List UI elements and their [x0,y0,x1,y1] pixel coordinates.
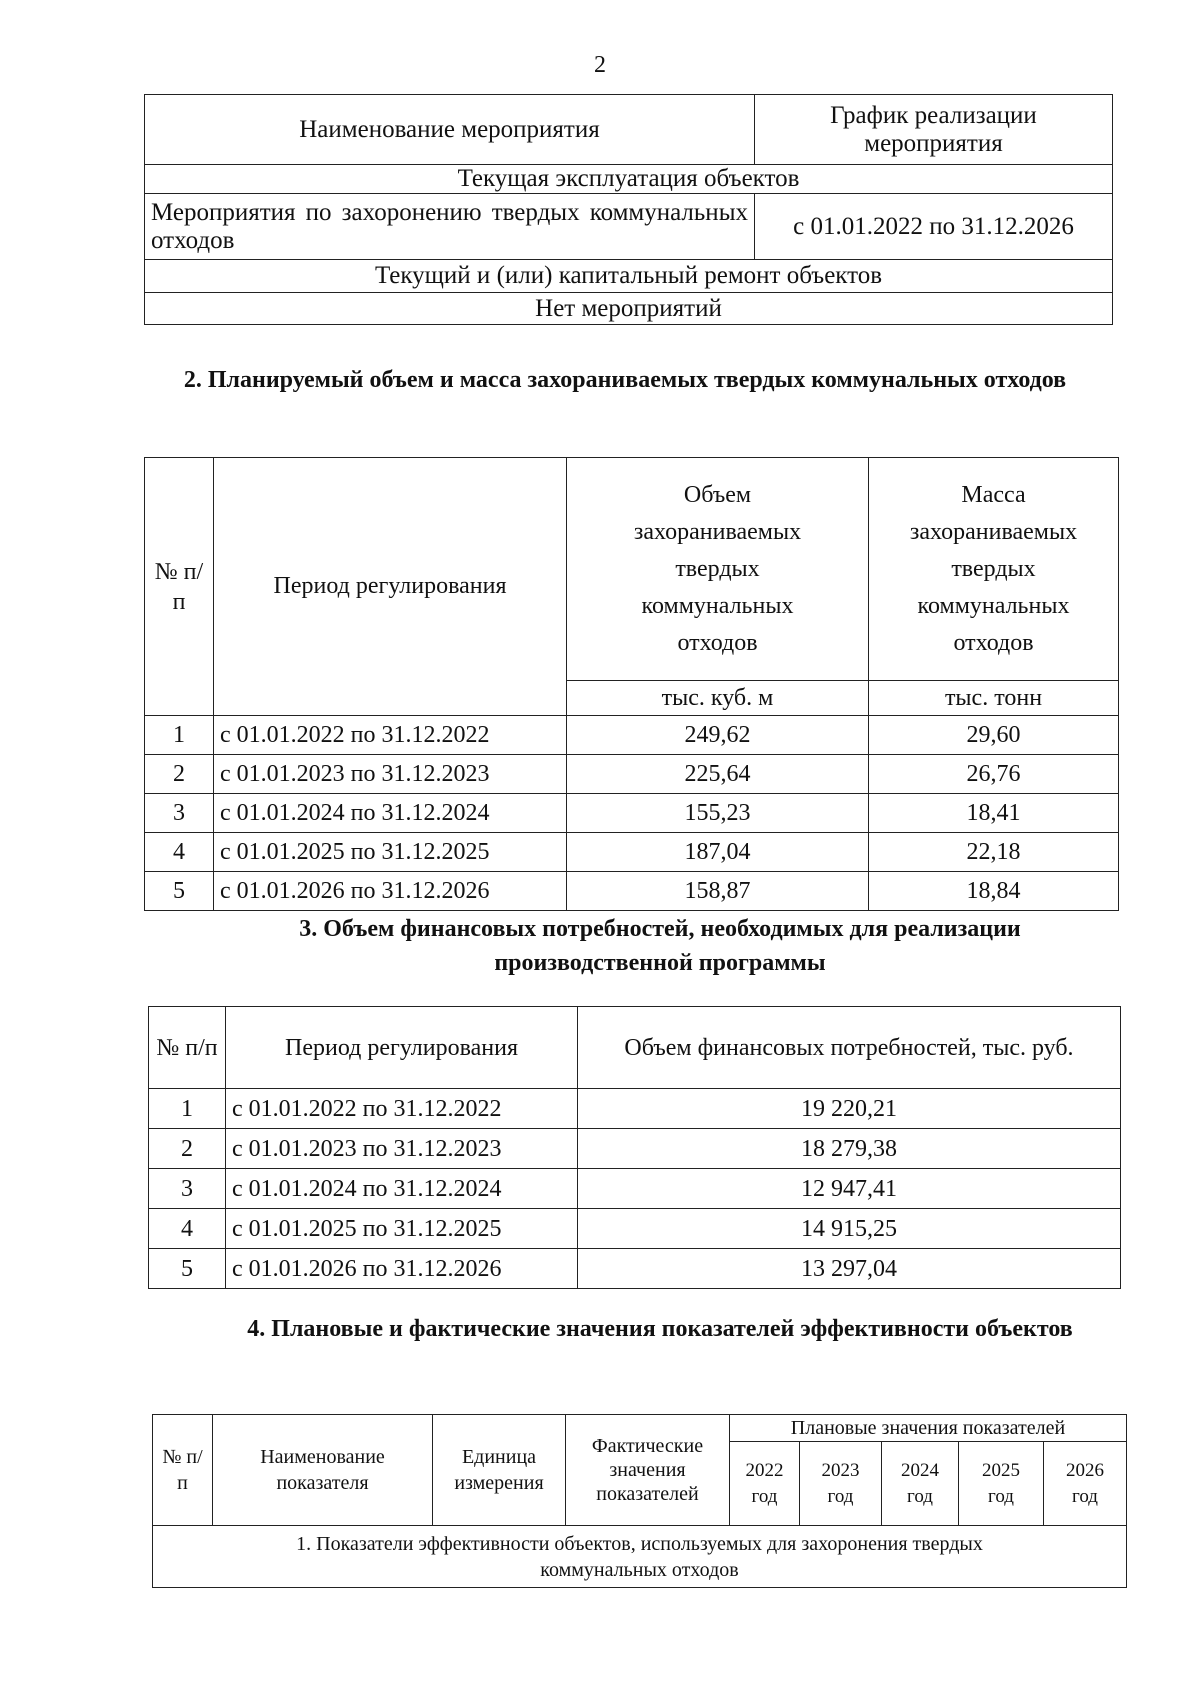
row-period: с 01.01.2022 по 31.12.2022 [226,1089,578,1129]
table-row [145,755,1119,794]
row-period: с 01.01.2024 по 31.12.2024 [226,1169,578,1209]
col-unit: Единица измерения [433,1415,566,1526]
col-volume: Объем захораниваемых твердых коммунальных отходов [567,458,869,681]
header-activity-name: Наименование мероприятия [145,95,755,165]
efficiency-indicators-table [152,1414,1127,1588]
activity-schedule: с 01.01.2022 по 31.12.2026 [755,194,1113,260]
row-period: с 01.01.2026 по 31.12.2026 [214,872,567,911]
table-row [145,794,1119,833]
row-amount: 14 915,25 [578,1209,1121,1249]
no-activities: Нет мероприятий [145,293,1113,325]
row-mass: 26,76 [869,755,1119,794]
row-period: с 01.01.2024 по 31.12.2024 [214,794,567,833]
col-period: Период регулирования [226,1007,578,1089]
row-number: 4 [149,1209,226,1249]
row-mass: 22,18 [869,833,1119,872]
row-volume: 249,62 [567,716,869,755]
subsection-disposal-indicators: 1. Показатели эффективности объектов, используемых для захоронения твердых коммунальных отходов [153,1526,1127,1588]
row-period: с 01.01.2026 по 31.12.2026 [226,1249,578,1289]
row-number: 4 [145,833,214,872]
year-value: 2025 [982,1459,1020,1481]
row-mass: 18,84 [869,872,1119,911]
section-repair: Текущий и (или) капитальный ремонт объектов [145,260,1113,293]
row-volume: 225,64 [567,755,869,794]
row-amount: 19 220,21 [578,1089,1121,1129]
year-value: 2024 [901,1459,939,1481]
row-period: с 01.01.2025 по 31.12.2025 [214,833,567,872]
year-label: год [751,1485,778,1507]
year-value: 2026 [1066,1459,1104,1481]
row-period: с 01.01.2025 по 31.12.2025 [226,1209,578,1249]
row-amount: 18 279,38 [578,1129,1121,1169]
page-number: 2 [594,52,606,78]
col-indicator-name: Наименование показателя [213,1415,433,1526]
row-number: 2 [149,1129,226,1169]
year-value: 2022 [745,1459,784,1481]
year-label: год [907,1485,933,1507]
header-schedule: График реализации мероприятия [755,95,1113,165]
row-volume: 187,04 [567,833,869,872]
col-amount: Объем финансовых потребностей, тыс. руб. [578,1007,1121,1089]
table-row [149,1129,1121,1169]
table-row [149,1169,1121,1209]
section-current-operation: Текущая эксплуатация объектов [145,165,1113,194]
col-number: № п/п [145,458,214,716]
table-row [145,716,1119,755]
row-period: с 01.01.2022 по 31.12.2022 [214,716,567,755]
row-number: 5 [149,1249,226,1289]
col-mass: Масса захораниваемых твердых коммунальных отходов [869,458,1119,681]
table-row [149,1089,1121,1129]
col-number: № п/п [149,1007,226,1089]
col-planned: Плановые значения показателей [730,1415,1127,1442]
row-period: с 01.01.2023 по 31.12.2023 [214,755,567,794]
year-2023 [800,1442,882,1526]
activity-name: Мероприятия по захоронению твердых коммунальных отходов [145,194,755,260]
table-row [145,872,1119,911]
row-volume: 158,87 [567,872,869,911]
activities-table [144,94,1113,325]
row-mass: 18,41 [869,794,1119,833]
row-number: 1 [145,716,214,755]
financial-needs-table [148,1006,1121,1289]
section2-title: 2. Планируемый объем и масса захораниваемых твердых коммунальных отходов [183,367,1067,393]
row-number: 5 [145,872,214,911]
col-number: № п/п [153,1415,213,1526]
col-period: Период регулирования [214,458,567,716]
row-number: 3 [145,794,214,833]
row-number: 2 [145,755,214,794]
unit-mass: тыс. тонн [869,681,1119,716]
section4-title: 4. Плановые и фактические значения показателей эффективности объектов [247,1316,1073,1342]
row-amount: 13 297,04 [578,1249,1121,1289]
row-amount: 12 947,41 [578,1169,1121,1209]
waste-volume-table [144,457,1119,911]
year-value: 2023 [821,1459,860,1481]
row-number: 1 [149,1089,226,1129]
row-volume: 155,23 [567,794,869,833]
year-label: год [827,1485,854,1507]
year-label: год [988,1485,1014,1507]
year-2022 [730,1442,800,1526]
year-2025 [959,1442,1044,1526]
year-2026 [1044,1442,1127,1526]
row-number: 3 [149,1169,226,1209]
year-label: год [1072,1485,1098,1507]
section3-title: 3. Объем финансовых потребностей, необходимых для реализации производственной программы [299,916,1021,976]
table-row [149,1209,1121,1249]
col-actual: Фактические значения показателей [566,1415,730,1526]
year-2024 [882,1442,959,1526]
unit-volume: тыс. куб. м [567,681,869,716]
table-row [145,833,1119,872]
row-mass: 29,60 [869,716,1119,755]
table-row [149,1249,1121,1289]
row-period: с 01.01.2023 по 31.12.2023 [226,1129,578,1169]
